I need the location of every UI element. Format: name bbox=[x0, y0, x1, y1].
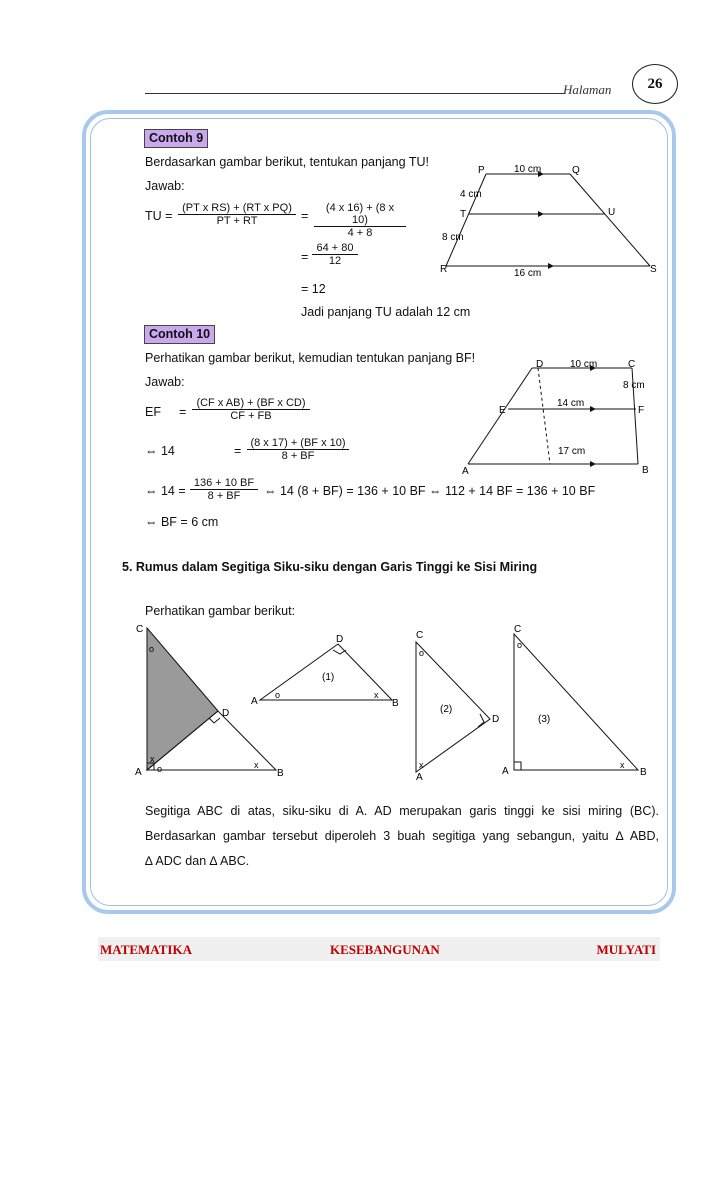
label-A: A bbox=[462, 466, 469, 477]
triangle-1-label: (1) bbox=[322, 672, 335, 683]
label-A: A bbox=[251, 696, 258, 707]
label-Q: Q bbox=[572, 165, 580, 176]
fraction-denominator: CF + FB bbox=[230, 410, 272, 422]
fraction-numerator: (8 x 17) + (BF x 10) bbox=[247, 437, 349, 450]
example-9-title: Contoh 9 bbox=[144, 129, 208, 148]
trapezoid-figure-10 bbox=[460, 356, 660, 478]
similar-triangles-figure bbox=[130, 622, 660, 782]
label-E: E bbox=[499, 405, 506, 416]
label-C: C bbox=[416, 630, 424, 641]
example-9-answer-label: Jawab: bbox=[145, 179, 185, 193]
ef-lhs: EF bbox=[145, 405, 161, 419]
label-D: D bbox=[222, 708, 230, 719]
triangle-abc-with-altitude bbox=[135, 624, 284, 779]
length-pq: 10 cm bbox=[514, 164, 542, 175]
paragraph-line-1: Segitiga ABC di atas, siku-siku di A. AD merupakan garis tinggi ke sisi miring (BC). bbox=[145, 804, 659, 818]
label-S: S bbox=[650, 264, 657, 275]
footer-center: KESEBANGUNAN bbox=[330, 942, 440, 957]
length-ef: 14 cm bbox=[557, 398, 585, 409]
label-C: C bbox=[628, 359, 636, 370]
angle-mark-o: o bbox=[275, 690, 281, 700]
equals-sign: = bbox=[234, 444, 242, 458]
length-tr: 8 cm bbox=[442, 232, 464, 243]
section-5-intro: Perhatikan gambar berikut: bbox=[145, 604, 296, 618]
step-3-chain: ⇔ 14 (8 + BF) = 136 + 10 BF ⇔ 112 + 14 BF = 136 + 10 BF bbox=[264, 484, 596, 498]
angle-mark-x: x bbox=[374, 690, 379, 700]
step-2-lhs: ⇔ 14 bbox=[145, 444, 175, 458]
ef-formula-fraction bbox=[192, 397, 310, 422]
label-D: D bbox=[336, 634, 344, 645]
label-B: B bbox=[640, 767, 647, 778]
tu-substitution-fraction bbox=[314, 202, 406, 239]
fraction-denominator: 4 + 8 bbox=[347, 227, 373, 239]
fraction-numerator: 64 + 80 bbox=[312, 242, 358, 255]
length-pt: 4 cm bbox=[460, 189, 482, 200]
label-D: D bbox=[536, 359, 544, 370]
example-10-answer-label: Jawab: bbox=[145, 375, 185, 389]
angle-mark-x: x bbox=[419, 760, 424, 770]
length-cf: 8 cm bbox=[623, 380, 645, 391]
angle-mark-o: o bbox=[517, 640, 523, 650]
fraction-denominator: 8 + BF bbox=[281, 450, 315, 462]
label-B: B bbox=[392, 698, 399, 709]
label-C: C bbox=[514, 624, 522, 635]
triangle-3 bbox=[502, 624, 647, 778]
label-C: C bbox=[136, 624, 144, 635]
example-10-question: Perhatikan gambar berikut, kemudian tentukan panjang BF! bbox=[145, 351, 476, 365]
label-B: B bbox=[277, 768, 284, 779]
step-2-fraction bbox=[247, 437, 349, 462]
example-10-title: Contoh 10 bbox=[144, 325, 215, 344]
header-label: Halaman bbox=[563, 82, 612, 97]
label-T: T bbox=[460, 209, 467, 220]
bf-result: ⇔ BF = 6 cm bbox=[145, 515, 219, 529]
fraction-numerator: (CF x AB) + (BF x CD) bbox=[192, 397, 310, 410]
step-3-fraction bbox=[190, 477, 258, 502]
label-R: R bbox=[440, 264, 448, 275]
triangle-3-label: (3) bbox=[538, 714, 551, 725]
footer-left: MATEMATIKA bbox=[100, 942, 192, 957]
equals-sign: = bbox=[301, 209, 309, 223]
angle-mark-x: x bbox=[150, 754, 155, 764]
tu-result: = 12 bbox=[301, 282, 326, 296]
section-5-heading: 5. Rumus dalam Segitiga Siku-siku dengan Garis Tinggi ke Sisi Miring bbox=[122, 560, 538, 574]
example-9-question: Berdasarkan gambar berikut, tentukan panjang TU! bbox=[145, 155, 429, 169]
fraction-denominator: PT + RT bbox=[216, 215, 258, 227]
angle-mark-o: o bbox=[149, 644, 155, 654]
footer-right: MULYATI bbox=[596, 942, 656, 957]
angle-mark-x: x bbox=[254, 760, 259, 770]
triangle-1 bbox=[251, 634, 399, 709]
tu-formula-fraction bbox=[178, 202, 296, 227]
angle-mark-x: x bbox=[620, 760, 625, 770]
label-A: A bbox=[416, 772, 423, 782]
label-A: A bbox=[135, 767, 142, 778]
step-3-lhs: ⇔ 14 = bbox=[145, 484, 186, 498]
tu-conclusion: Jadi panjang TU adalah 12 cm bbox=[301, 305, 471, 319]
label-D: D bbox=[492, 714, 500, 725]
tu-lhs: TU = bbox=[145, 209, 173, 223]
angle-mark-o: o bbox=[419, 648, 425, 658]
trapezoid-figure-9 bbox=[430, 160, 668, 282]
tu-sum-fraction bbox=[312, 242, 358, 267]
label-A: A bbox=[502, 766, 509, 777]
triangle-2-label: (2) bbox=[440, 704, 453, 715]
fraction-numerator: (PT x RS) + (RT x PQ) bbox=[178, 202, 296, 215]
label-U: U bbox=[608, 207, 616, 218]
paragraph-line-2: Berdasarkan gambar tersebut diperoleh 3 buah segitiga yang sebangun, yaitu ∆ ABD, bbox=[145, 829, 659, 843]
paragraph-line-3: ∆ ADC dan ∆ ABC. bbox=[145, 854, 250, 868]
triangle-2 bbox=[416, 630, 499, 782]
header-rule bbox=[145, 93, 565, 94]
footer-bar bbox=[98, 937, 660, 961]
equals-sign: = bbox=[301, 250, 309, 264]
angle-mark-o: o bbox=[157, 764, 163, 774]
label-F: F bbox=[638, 405, 645, 416]
label-B: B bbox=[642, 465, 649, 476]
length-rs: 16 cm bbox=[514, 268, 542, 279]
equals-sign: = bbox=[179, 405, 187, 419]
page-number: 26 bbox=[632, 64, 678, 104]
length-ab: 17 cm bbox=[558, 446, 586, 457]
fraction-denominator: 8 + BF bbox=[207, 490, 241, 502]
fraction-numerator: 136 + 10 BF bbox=[190, 477, 258, 490]
label-P: P bbox=[478, 165, 485, 176]
fraction-numerator: (4 x 16) + (8 x 10) bbox=[314, 202, 406, 227]
fraction-denominator: 12 bbox=[328, 255, 342, 267]
length-dc: 10 cm bbox=[570, 359, 598, 370]
